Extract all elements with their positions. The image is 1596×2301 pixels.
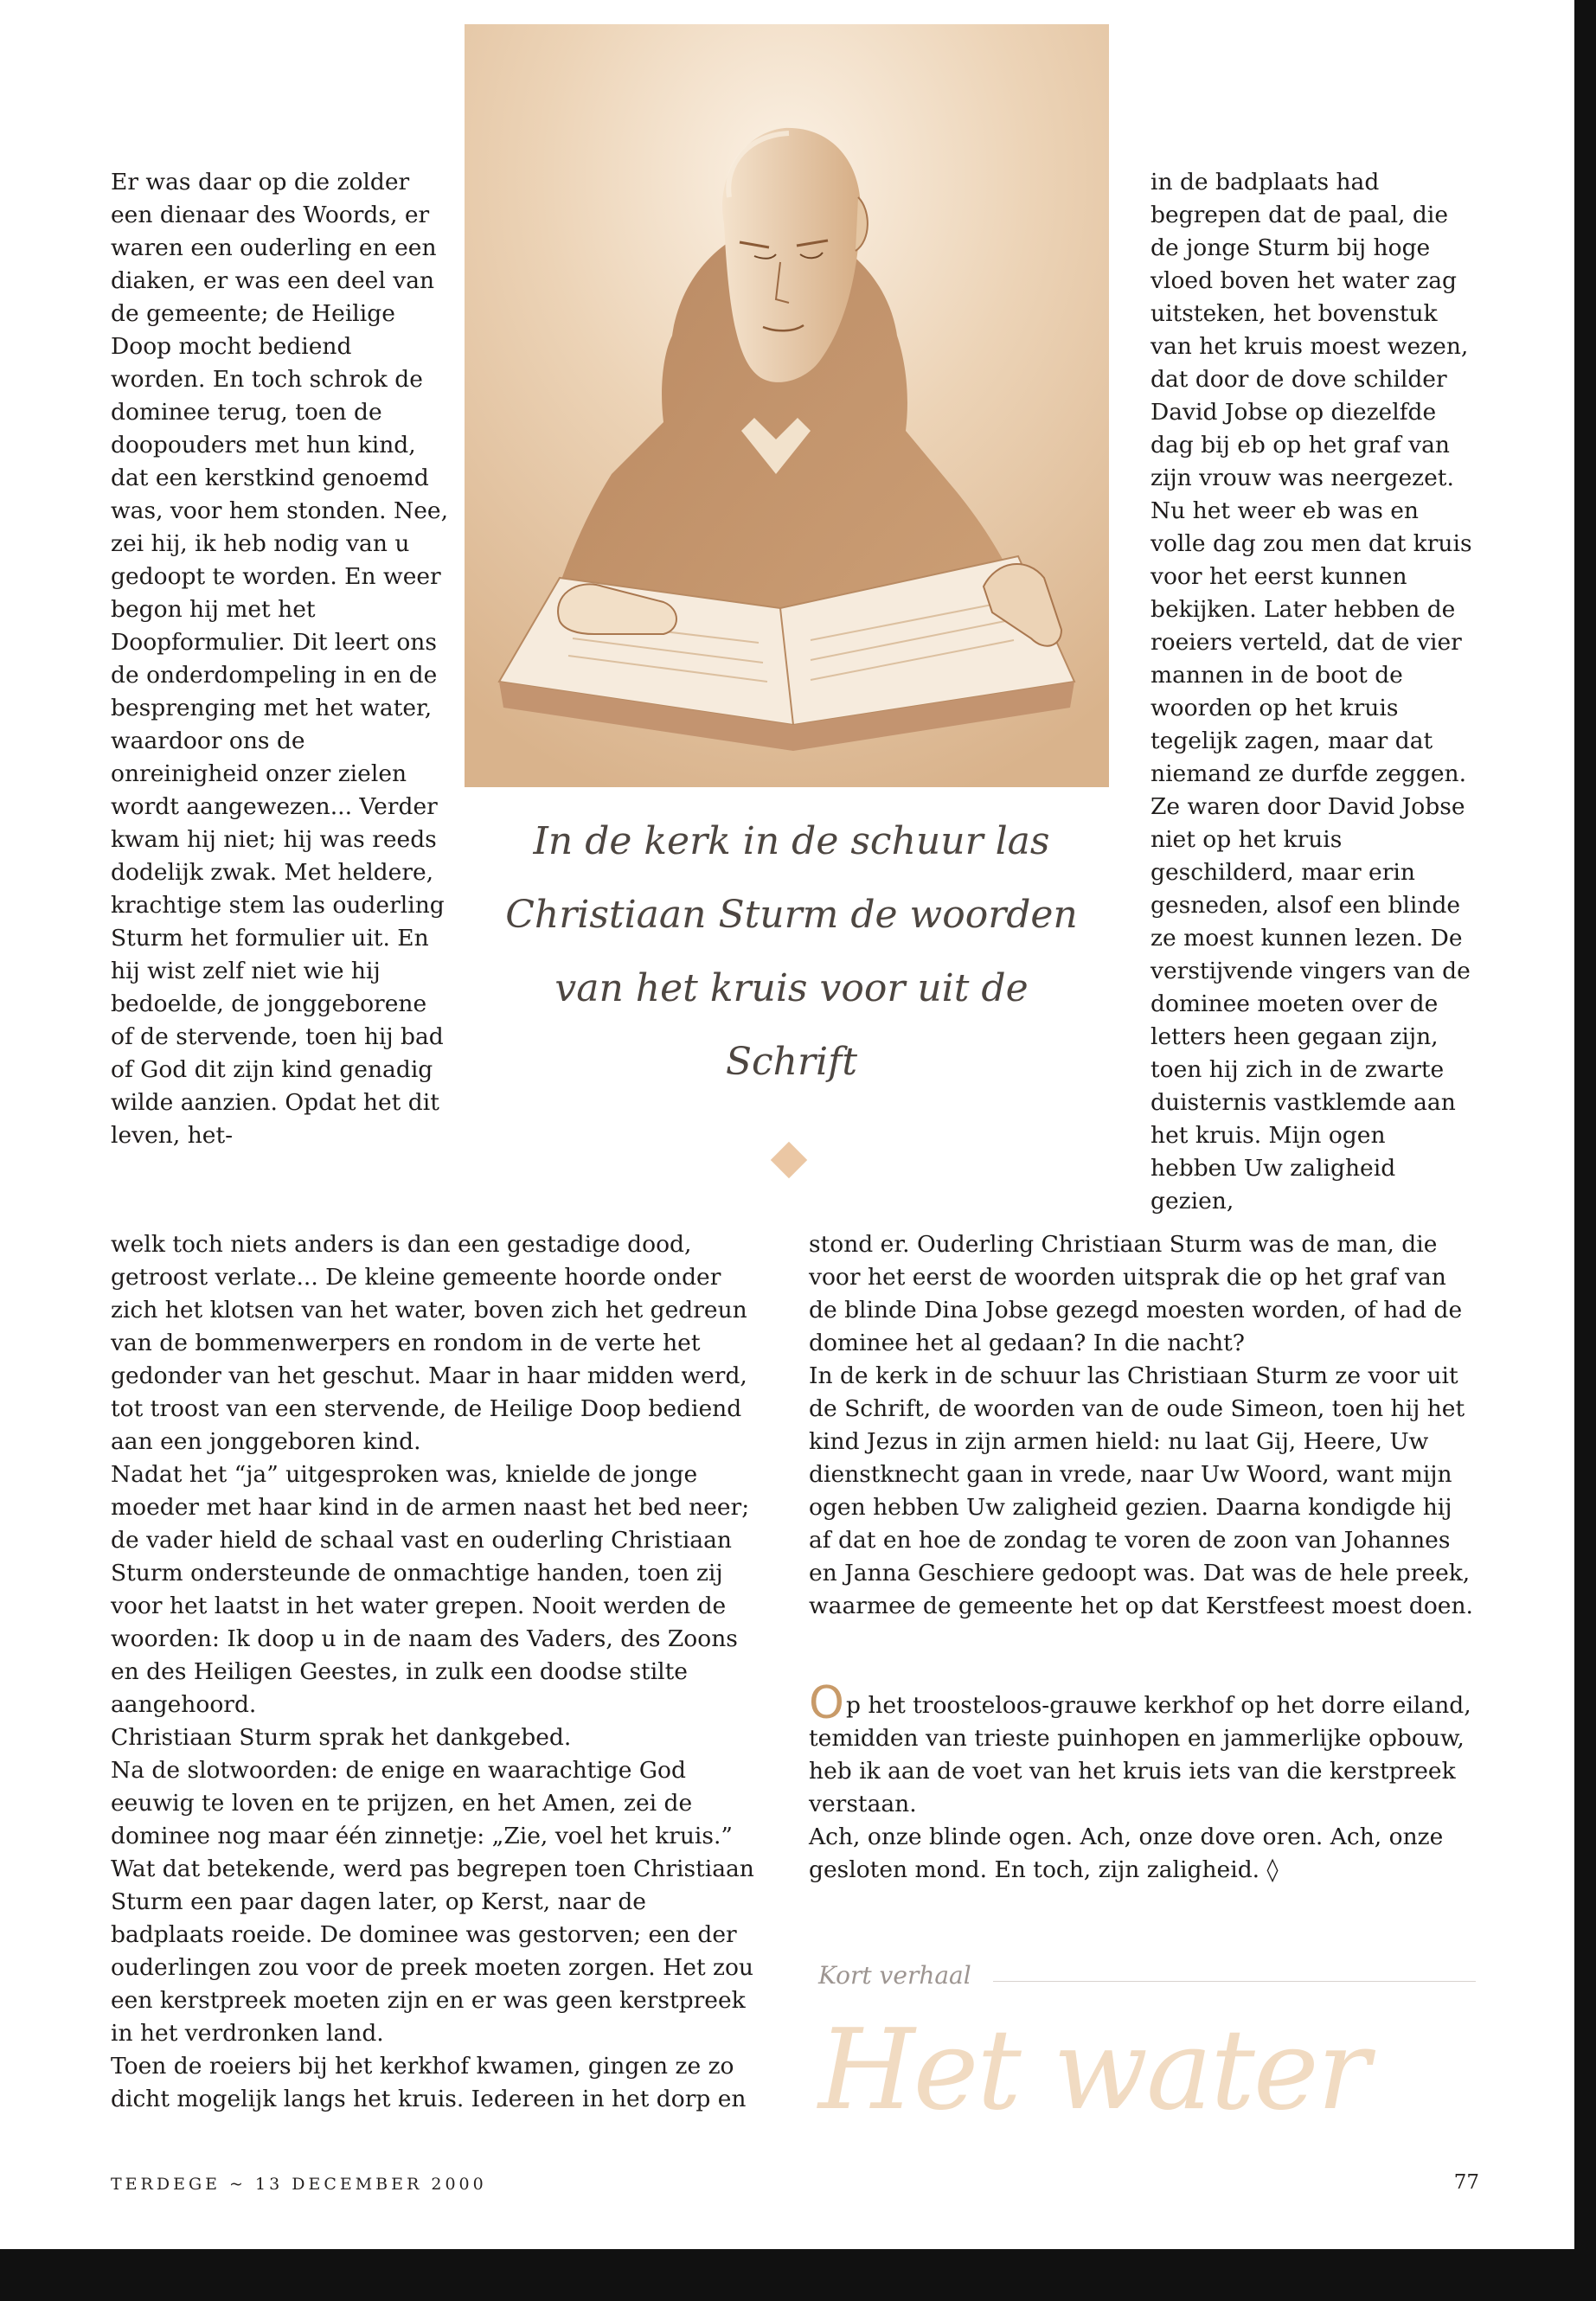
paragraph: Nadat het “ja” uitgesproken was, knielde de jonge moeder met haar kind in de armen naast het bed neer; de vader hield de schaal vast en ouderling Christiaan Sturm ondersteunde de onmachtige handen, toen zij voor het laatst in het water grepen. Nooit werden de woorden: Ik doop u in de naam des Vaders, des Zoons en des Heiligen Geestes, in zulk een doodse stilte aangehoord. xyxy=(111,1461,750,1718)
scan-border-right xyxy=(1574,0,1596,2301)
paragraph: Toen de roeiers bij het kerkhof kwamen, gingen ze zo dicht mogelijk langs het kruis. Iedereen in het dorp en xyxy=(111,2053,747,2112)
article-title: Het water xyxy=(818,2006,1368,2135)
paragraph: welk toch niets anders is dan een gestadige dood, getroost verlate... De kleine gemeente hoorde onder zich het klotsen van het water, boven zich het gedreun van de bommenwerpers en rondom in de verte het gedonder van het geschut. Maar in haar midden werd, tot troost van een stervende, de Heilige Doop bediend aan een jonggeboren kind. xyxy=(111,1231,747,1455)
drop-cap: O xyxy=(809,1677,844,1729)
ending-text: p het troosteloos-grauwe kerkhof op het dorre eiland, temidden van trieste puinhopen en jammerlijke opbouw, heb ik aan de voet van het kruis iets van die kerstpreek verstaan. xyxy=(809,1692,1471,1817)
article-column-left xyxy=(111,166,448,1152)
paragraph: stond er. Ouderling Christiaan Sturm was de man, die voor het eerst de woorden uitsprak die op het graf van de blinde Dina Jobse gezegd moesten worden, of had de dominee het al gedaan? In die nacht? xyxy=(809,1231,1463,1356)
ending-paragraph xyxy=(809,1677,1475,1821)
paragraph: Na de slotwoorden: de enige en waarachtige God eeuwig te loven en te prijzen, en het Amen, zei de dominee nog maar één zinnetje: „Zie, voel het kruis.” xyxy=(111,1757,733,1849)
section-label: Kort verhaal xyxy=(818,1961,971,1990)
article-column-bottom-right xyxy=(809,1228,1475,1623)
section-rule-divider xyxy=(993,1981,1476,1982)
left-column-text: Er was daar op die zolder een dienaar des Woords, er waren een ouderling en een diaken, er was een deel van de gemeente; de Heilige Doop mocht bediend worden. En toch schrok de dominee terug, toen de doopouders met hun kind, dat een kerstkind genoemd was, voor hem stonden. Nee, zei hij, ik heb nodig van u gedoopt te worden. En weer begon hij met het Doopformulier. Dit leert ons de onderdompeling in en de besprenging met het water, waardoor ons de onreinigheid onzer zielen wordt aangewezen... Verder kwam hij niet; hij was reeds dodelijk zwak. Met heldere, krachtige stem las ouderling Sturm het formulier uit. En hij wist zelf niet wie hij bedoelde, de jonggeborene of de stervende, toen hij bad of God dit zijn kind genadig wilde aanzien. Opdat het dit leven, het- xyxy=(111,169,449,1149)
article-column-right xyxy=(1151,166,1472,1218)
footer-magazine-issue: TERDEGE ~ 13 DECEMBER 2000 xyxy=(111,2175,487,2194)
ending-paragraph-final: Ach, onze blinde ogen. Ach, onze dove oren. Ach, onze gesloten mond. En toch, zijn zaligheid. ◊ xyxy=(809,1823,1444,1883)
paragraph: In de kerk in de schuur las Christiaan Sturm ze voor uit de Schrift, de woorden van de oude Simeon, toen hij het kind Jezus in zijn armen hield: nu laat Gij, Heere, Uw dienstknecht gaan in vrede, naar Uw Woord, want mijn ogen hebben Uw zaligheid gezien. Daarna kondigde hij af dat en hoe de zondag te voren de zoon van Johannes en Janna Geschiere gedoopt was. Dat was de hele preek, waarmee de gemeente het op dat Kerstfeest moest doen. xyxy=(809,1362,1473,1619)
paragraph: Wat dat betekende, werd pas begrepen toen Christiaan Sturm een paar dagen later, op Kerst, naar de badplaats roeide. De dominee was gestorven; een der ouderlingen zou voor de preek moeten zorgen. Het zou een kerstpreek moeten zijn en er was geen kerstpreek in het verdronken land. xyxy=(111,1856,754,2047)
page-number: 77 xyxy=(1453,2171,1479,2194)
article-column-bottom-left xyxy=(111,1228,765,2116)
scan-border-bottom xyxy=(0,2249,1596,2301)
paragraph: Christiaan Sturm sprak het dankgebed. xyxy=(111,1724,572,1751)
old-man-reading-bible-illustration xyxy=(465,24,1109,787)
diamond-ornament-icon xyxy=(771,1142,807,1178)
pull-quote: In de kerk in de schuur las Christiaan Sturm de woorden van het kruis voor uit de Schrift xyxy=(505,819,1078,1084)
right-column-text: in de badplaats had begrepen dat de paal, die de jonge Sturm bij hoge vloed boven het water zag uitsteken, het bovenstuk van het kruis moest wezen, dat door de dove schilder David Jobse op diezelfde dag bij eb op het graf van zijn vrouw was neergezet. Nu het weer eb was en volle dag zou men dat kruis voor het eerst kunnen bekijken. Later hebben de roeiers verteld, dat de vier mannen in de boot de woorden op het kruis tegelijk zagen, maar dat niemand ze durfde zeggen. Ze waren door David Jobse niet op het kruis geschilderd, maar erin gesneden, alsof een blinde ze moest kunnen lezen. De verstijvende vingers van de dominee moeten over de letters heen gegaan zijn, toen hij zich in de zwarte duisternis vastklemde aan het kruis. Mijn ogen hebben Uw zaligheid gezien, xyxy=(1151,169,1472,1215)
article-ending xyxy=(809,1677,1475,1887)
